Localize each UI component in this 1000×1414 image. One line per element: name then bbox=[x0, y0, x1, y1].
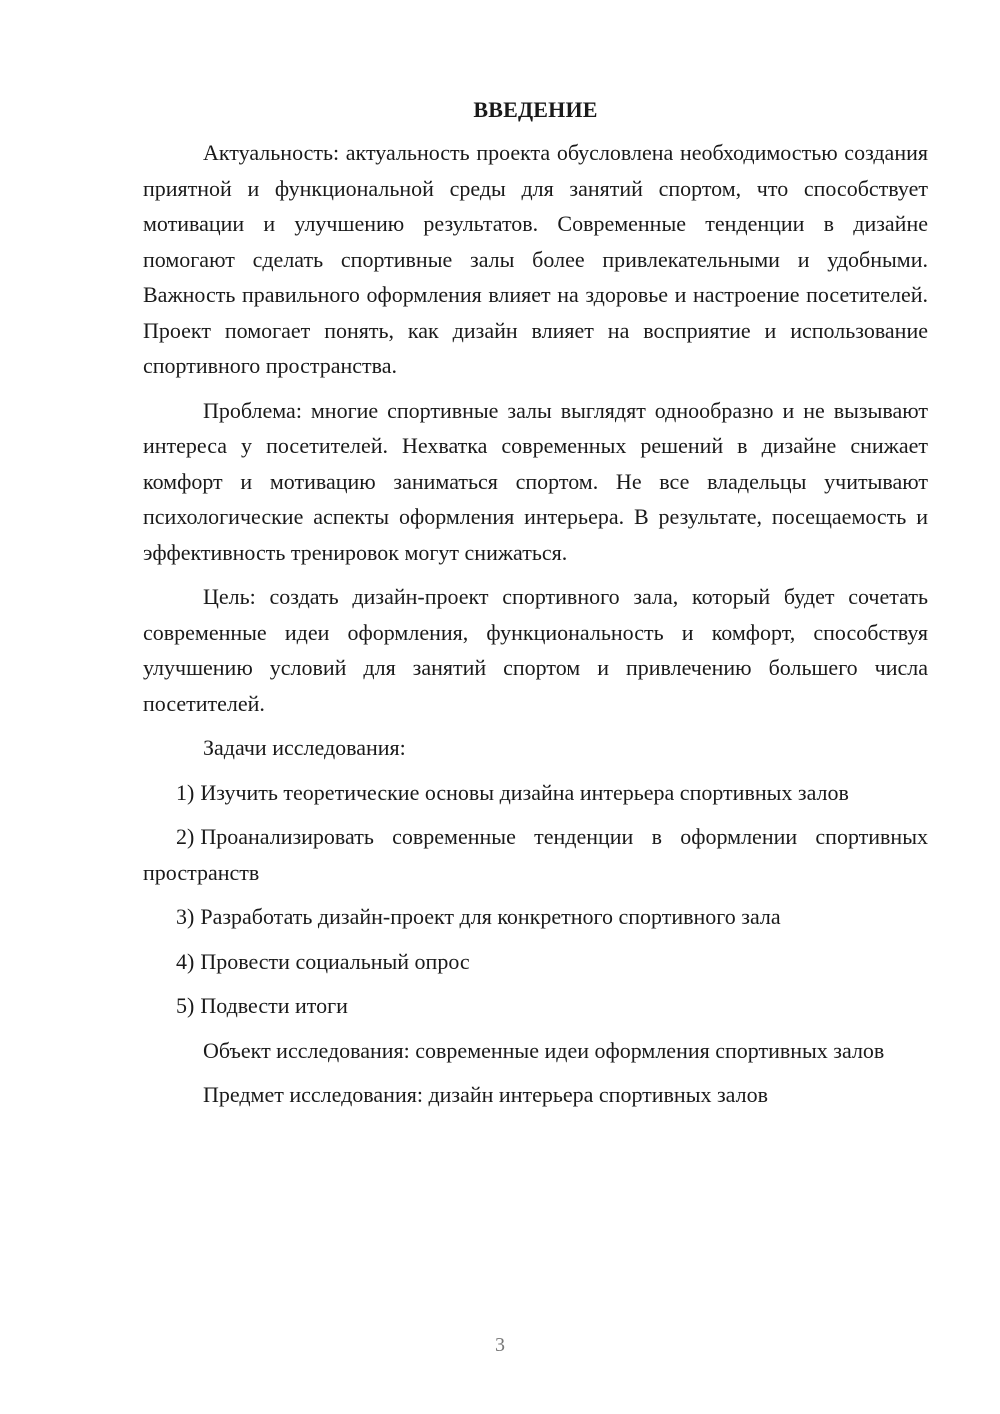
list-item bbox=[143, 819, 928, 890]
list-item bbox=[143, 944, 928, 980]
list-item-text: Изучить теоретические основы дизайна интерьера спортивных залов bbox=[200, 779, 849, 805]
list-item-number: 1) bbox=[176, 779, 195, 805]
list-item-text: Проанализировать современные тенденции в оформлении спортивных пространств bbox=[143, 824, 928, 885]
list-item bbox=[143, 899, 928, 935]
list-item-number: 2) bbox=[176, 824, 195, 849]
object-paragraph: Объект исследования: современные идеи оформления спортивных залов bbox=[203, 1037, 885, 1063]
list-item bbox=[143, 775, 928, 811]
page-title: ВВЕДЕНИЕ bbox=[473, 97, 598, 122]
subject-paragraph: Предмет исследования: дизайн интерьера спортивных залов bbox=[203, 1082, 768, 1107]
list-item-number: 3) bbox=[176, 904, 195, 929]
list-item bbox=[143, 988, 928, 1024]
tasks-heading: Задачи исследования: bbox=[203, 735, 406, 760]
page-number: 3 bbox=[495, 1334, 505, 1356]
list-item-text: Провести социальный опрос bbox=[200, 948, 470, 974]
goal-paragraph: Цель: создать дизайн-проект спортивного зала, который будет сочетать современные идеи оформления, функциональность и комфорт, способствуя улучшению условий для занятий спортом и привлечению большего числа посетителей. bbox=[143, 584, 928, 716]
tasks-list bbox=[143, 775, 928, 1024]
list-item-text: Подвести итоги bbox=[200, 993, 348, 1018]
document-page bbox=[143, 93, 928, 1122]
list-item-number: 4) bbox=[176, 948, 195, 974]
problem-paragraph: Проблема: многие спортивные залы выглядят однообразно и не вызывают интереса у посетителей. Нехватка современных решений в дизайне снижает комфорт и мотивацию заниматься спортом. Не все владельцы учитывают психологические аспекты оформления интерьера. В результате, посещаемость и эффективность тренировок могут снижаться. bbox=[143, 397, 928, 565]
relevance-paragraph: Актуальность: актуальность проекта обусловлена необходимостью создания приятной и функциональной среды для занятий спортом, что способствует мотивации и улучшению результатов. Современные тенденции в дизайне помогают сделать спортивные залы более привлекательными и удобными. Важность правильного оформления влияет на здоровье и настроение посетителей. Проект помогает понять, как дизайн влияет на восприятие и использование спортивного пространства. bbox=[143, 140, 928, 378]
list-item-number: 5) bbox=[176, 993, 195, 1018]
list-item-text: Разработать дизайн-проект для конкретного спортивного зала bbox=[200, 904, 781, 929]
